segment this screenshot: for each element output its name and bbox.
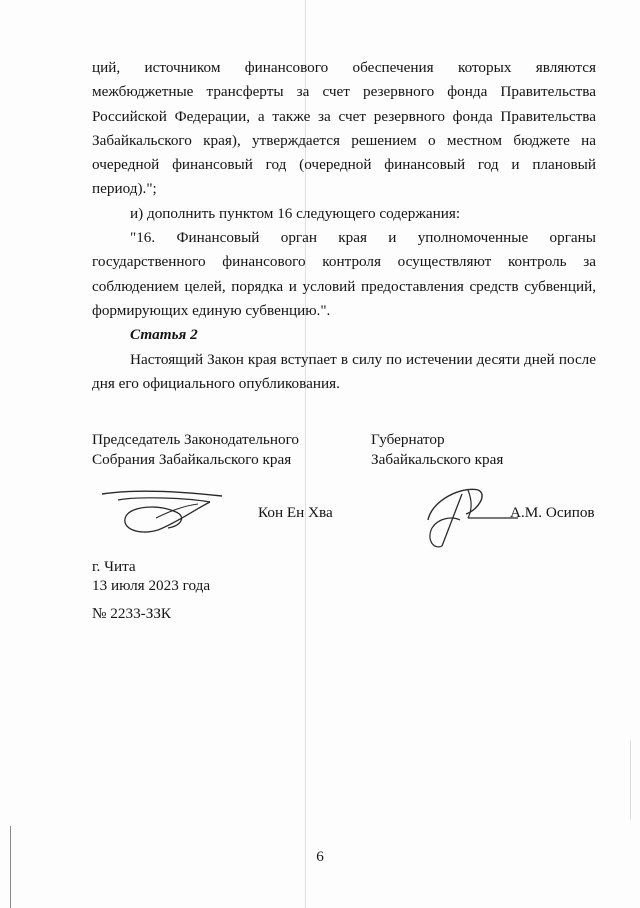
scan-edge-mark-right <box>630 740 631 820</box>
signatory-right-title-line2: Забайкальского края <box>371 451 504 468</box>
signature-right-image <box>422 480 522 552</box>
signature-left-image <box>98 486 228 538</box>
paragraph-point-16: "16. Финансовый орган края и уполномоченные органы государственного финансового контроля осуществляют контроль за соблюдением целей, порядка и условий предоставления средств субвенций, формирующих единую субвенцию.". <box>92 229 596 319</box>
signatory-right-title <box>371 430 503 470</box>
page-number: 6 <box>316 848 324 865</box>
signatory-left-title-line2: Собрания Забайкальского края <box>92 451 292 468</box>
paragraph-amendment-intro: и) дополнить пунктом 16 следующего содержания: <box>130 204 461 222</box>
signatory-right-name: А.М. Осипов <box>510 504 595 521</box>
document-number: № 2233-ЗЗК <box>92 605 172 622</box>
signatory-right-title-line1: Губернатор <box>371 431 445 448</box>
city: г. Чита <box>92 558 136 575</box>
scan-edge-mark-left <box>10 826 11 908</box>
signatory-left-title <box>92 430 299 470</box>
article-heading: Статья 2 <box>130 326 198 344</box>
signatory-left-name: Кон Ен Хва <box>258 504 333 521</box>
signatory-left-title-line1: Председатель Законодательного <box>92 431 300 448</box>
signing-date: 13 июля 2023 года <box>92 577 211 594</box>
article-text: Настоящий Закон края вступает в силу по истечении десяти дней после дня его официального опубликования. <box>92 350 596 392</box>
place-and-date <box>92 557 210 595</box>
document-body <box>92 56 596 396</box>
paragraph-continuation: ций, источником финансового обеспечения которых являются межбюджетные трансферты за счет резервного фонда Правительства Российской Федерации, а также за счет резервного фонда Правительства Забайкальского края), утверждается решением о местном бюджете на очередной финансовый год (очередной финансовый год и плановый период)."; <box>92 59 596 198</box>
